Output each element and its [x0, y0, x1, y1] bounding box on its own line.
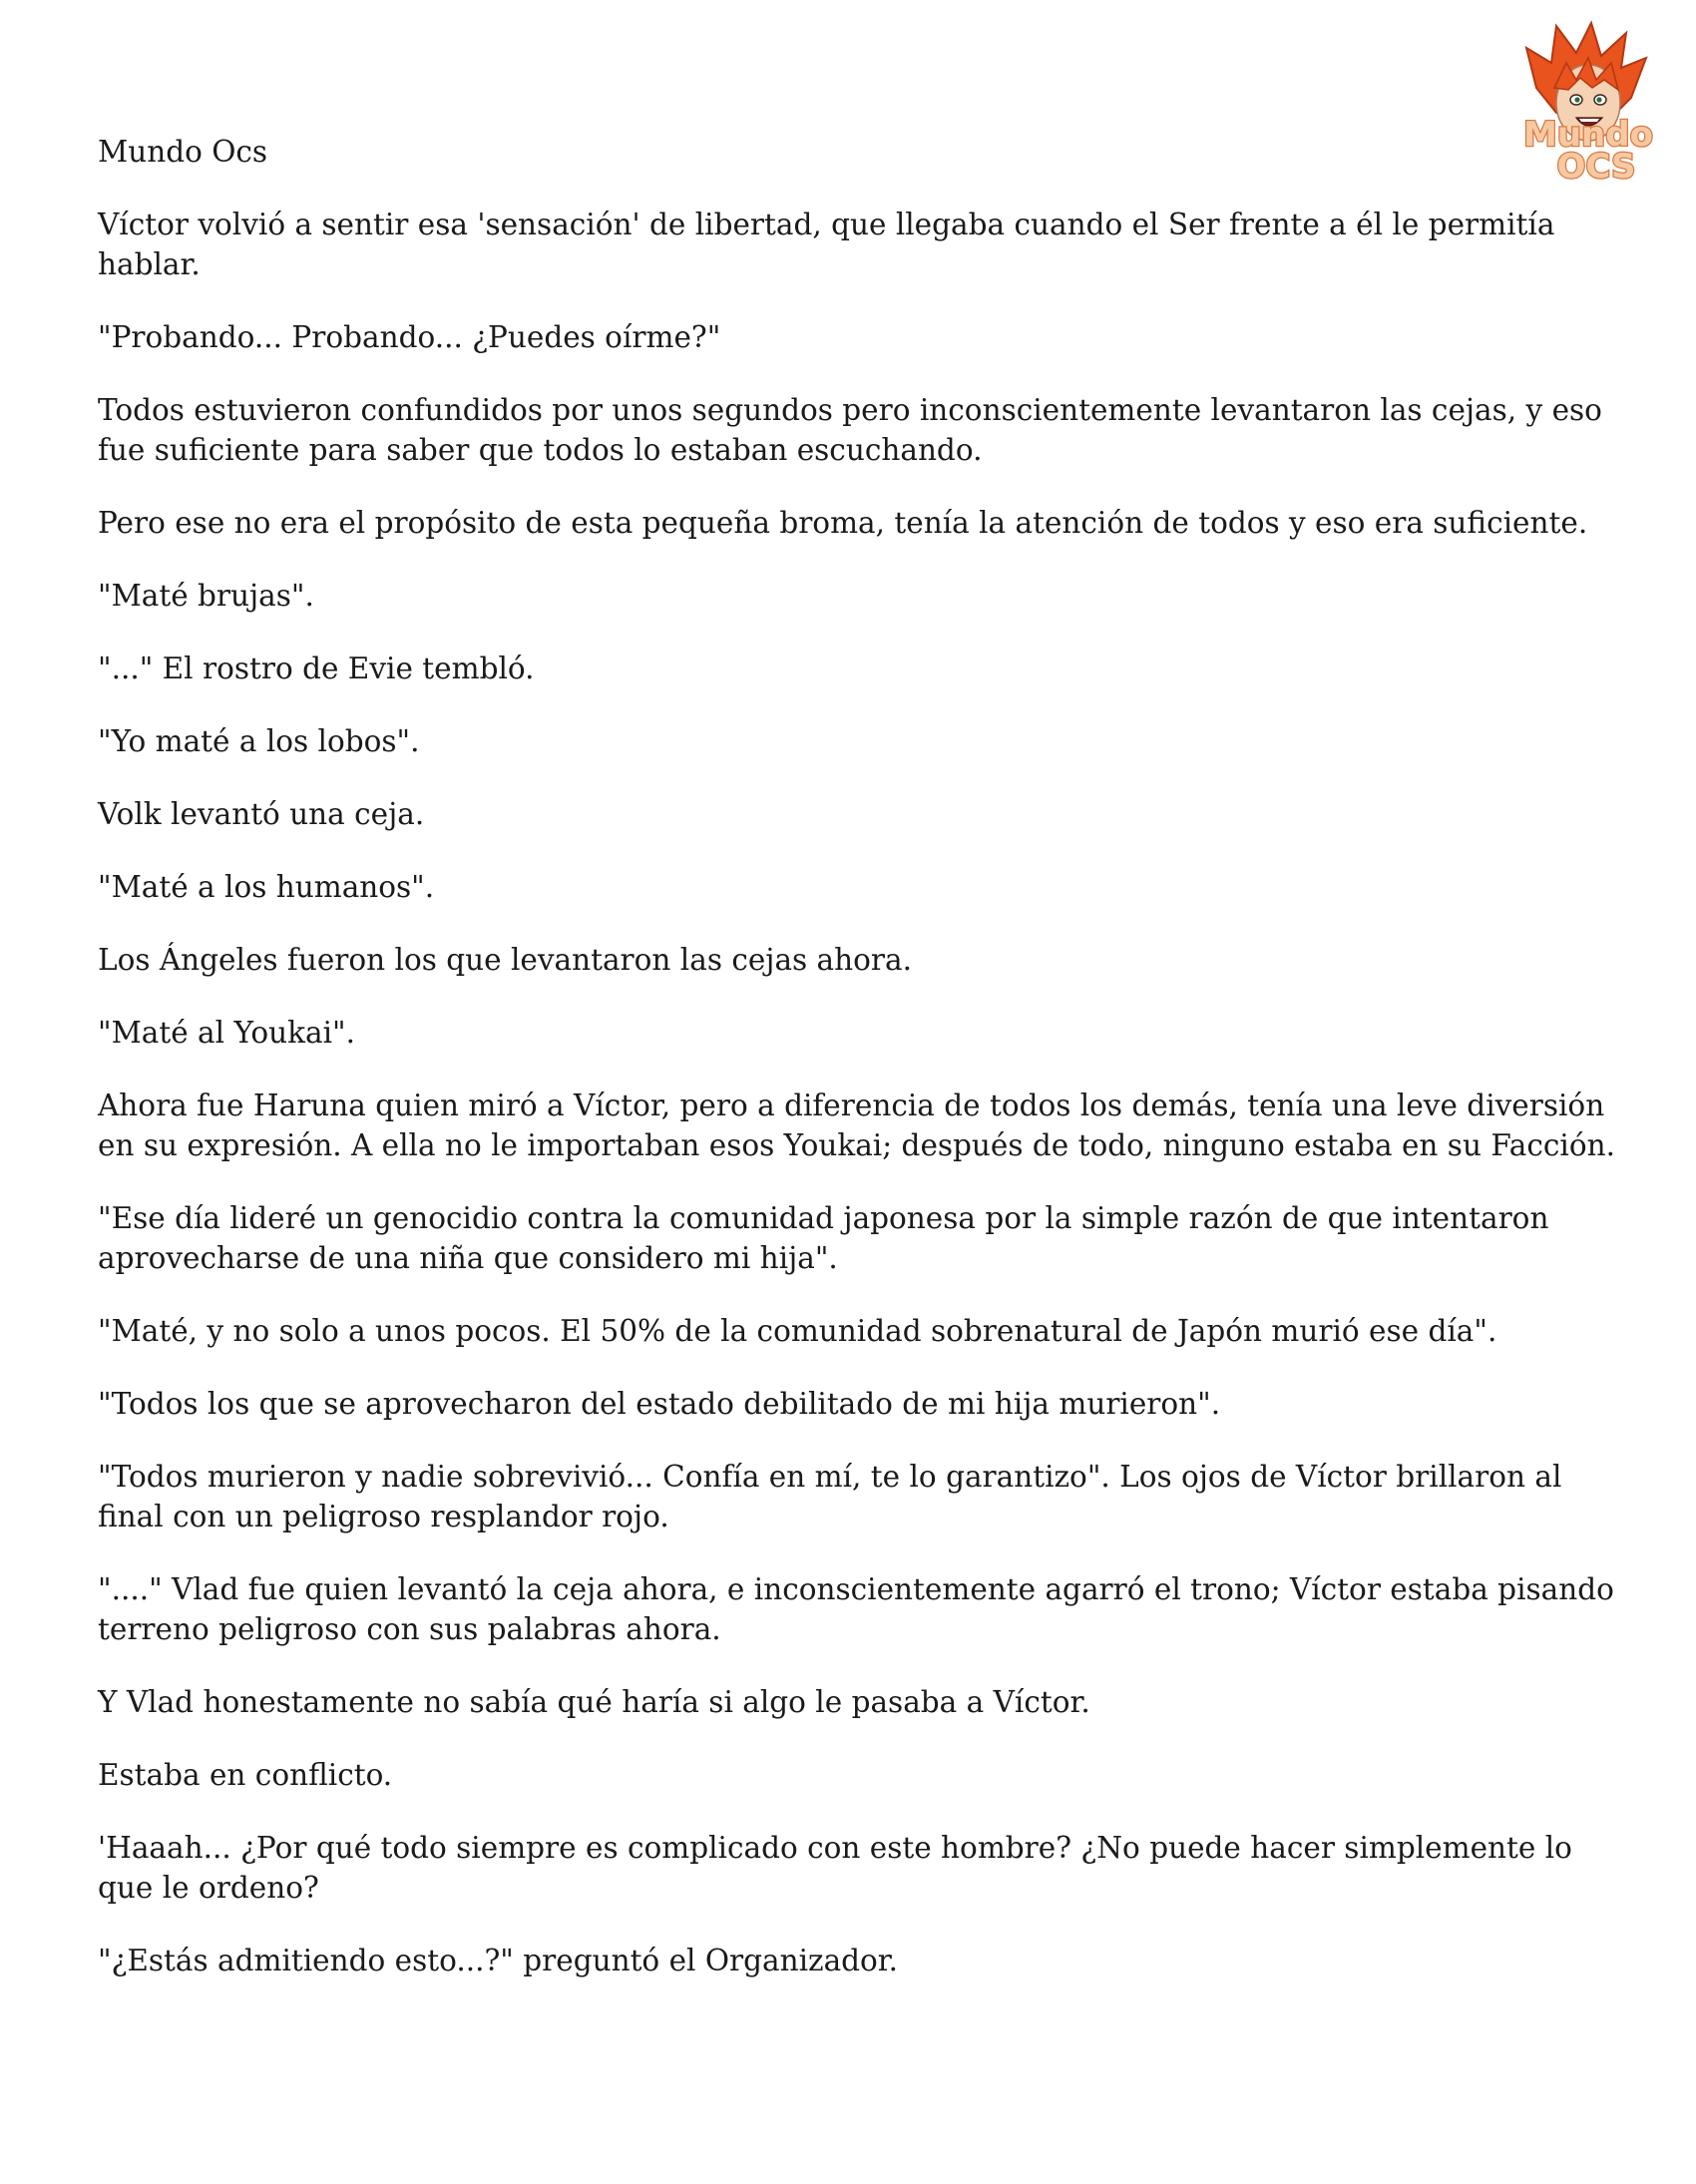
paragraph: "Yo maté a los lobos". [98, 724, 420, 758]
paragraph: Los Ángeles fueron los que levantaron las cejas ahora. [98, 943, 912, 977]
document-header: Mundo Ocs [98, 135, 268, 169]
paragraph: "...." Vlad fue quien levantó la ceja ahora, e inconscientemente agarró el trono; Víctor estaba pisando terreno peligroso con sus palabras ahora. [98, 1572, 1614, 1646]
document-body [98, 132, 1634, 2013]
paragraph: Pero ese no era el propósito de esta pequeña broma, tenía la atención de todos y eso era suficiente. [98, 506, 1588, 540]
paragraph: "Maté brujas". [98, 579, 314, 613]
paragraph: "Maté a los humanos". [98, 870, 435, 904]
paragraph: Ahora fue Haruna quien miró a Víctor, pero a diferencia de todos los demás, tenía una leve diversión en su expresión. A ella no le importaban esos Youkai; después de todo, ninguno estaba en su Facción. [98, 1089, 1615, 1162]
logo-text-line1: Mundo [1523, 115, 1653, 155]
paragraph: Víctor volvió a sentir esa 'sensación' de libertad, que llegaba cuando el Ser frente a él le permitía hablar. [98, 208, 1555, 281]
paragraph: "Ese día lideré un genocidio contra la comunidad japonesa por la simple razón de que intentaron aprovecharse de una niña que considero mi hija". [98, 1201, 1549, 1275]
paragraph: "Maté, y no solo a unos pocos. El 50% de la comunidad sobrenatural de Japón murió ese día". [98, 1314, 1497, 1348]
logo-text-line2: OCS [1556, 147, 1636, 187]
paragraph: Volk levantó una ceja. [98, 797, 425, 831]
paragraph: Estaba en conflicto. [98, 1758, 393, 1792]
paragraph: 'Haaah... ¿Por qué todo siempre es complicado con este hombre? ¿No puede hacer simplemente lo que le ordeno? [98, 1831, 1572, 1905]
paragraph: "Maté al Youkai". [98, 1016, 355, 1050]
paragraph: "¿Estás admitiendo esto...?" preguntó el Organizador. [98, 1944, 899, 1977]
paragraph: "Todos los que se aprovecharon del estado debilitado de mi hija murieron". [98, 1387, 1221, 1421]
paragraph: "Probando... Probando... ¿Puedes oírme?" [98, 320, 721, 354]
paragraph: "..." El rostro de Evie tembló. [98, 652, 535, 685]
paragraph: Todos estuvieron confundidos por unos segundos pero inconscientemente levantaron las cejas, y eso fue suficiente para saber que todos lo estaban escuchando. [98, 393, 1602, 467]
paragraph: Y Vlad honestamente no sabía qué haría si algo le pasaba a Víctor. [98, 1685, 1090, 1719]
paragraph: "Todos murieron y nadie sobrevivió... Confía en mí, te lo garantizo". Los ojos de Víctor brillaron al final con un peligroso resplandor rojo. [98, 1460, 1562, 1533]
